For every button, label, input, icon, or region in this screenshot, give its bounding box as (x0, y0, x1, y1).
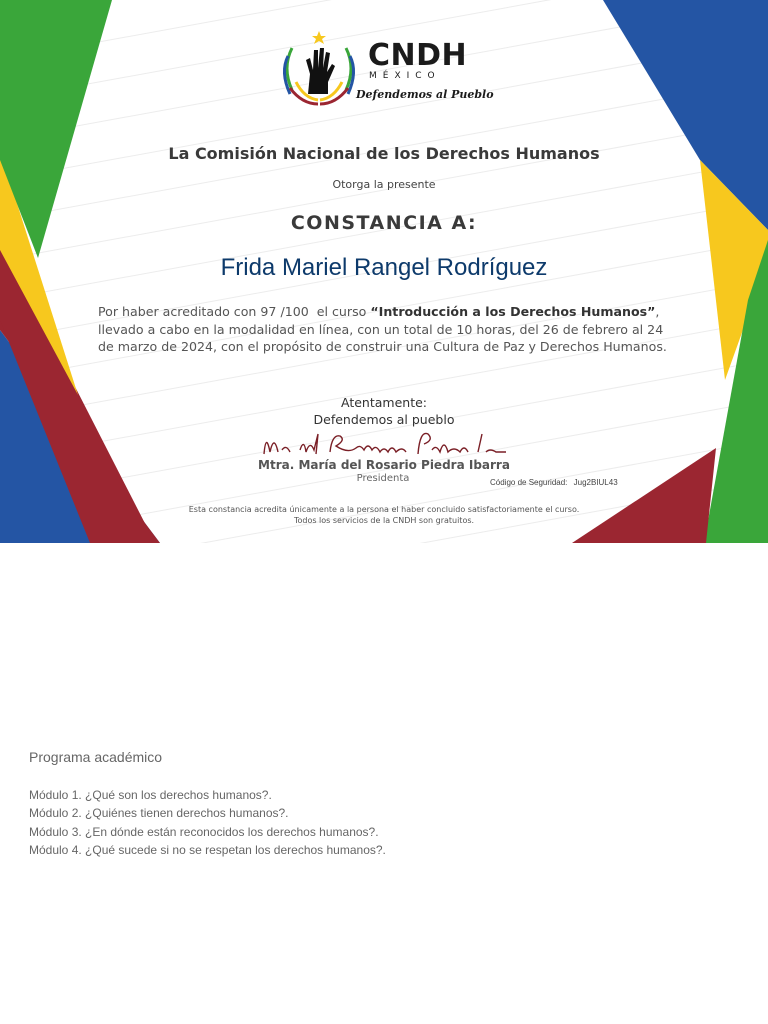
security-code: Jug2BIUL43 (573, 478, 618, 487)
course-score: 97 /100 (260, 304, 309, 319)
closing-text: Atentamente: (341, 395, 427, 410)
logo-country: MÉXICO (369, 71, 441, 81)
course-prefix: el curso (316, 304, 367, 319)
footnote-validity: Esta constancia acredita únicamente a la persona el haber concluido satisfactoriamente el curso. (188, 505, 580, 514)
program-title: Programa académico (29, 749, 163, 765)
signer-name: Mtra. María del Rosario Piedra Ibarra (258, 458, 510, 472)
logo-motto: Defendemos al Pueblo (356, 88, 494, 101)
body-intro: Por haber acreditado con (98, 304, 257, 319)
footnote-free-services: Todos los servicios de la CNDH son gratuitos. (293, 516, 475, 525)
course-details: , llevado a cabo en la modalidad en línea, con un total de 10 horas, del 26 de febrero al 24 de marzo de 2024, con el propósito de construir una Cultura de Paz y Derechos Humanos. (98, 304, 667, 354)
hand-emblem-icon (278, 28, 368, 106)
right-blue-shape (603, 0, 768, 230)
list-item: Módulo 2. ¿Quiénes tienen derechos humanos?. (29, 806, 289, 821)
list-item: Módulo 4. ¿Qué sucede si no se respetan los derechos humanos?. (29, 842, 386, 857)
security-label: Código de Seguridad: (490, 478, 568, 487)
institution-name: La Comisión Nacional de los Derechos Humanos (168, 144, 600, 163)
certificate-body (98, 303, 682, 356)
certificate-heading: CONSTANCIA A: (290, 212, 478, 234)
recipient-name: Frida Mariel Rangel Rodríguez (220, 254, 548, 281)
list-item: Módulo 3. ¿En dónde están reconocidos los derechos humanos?. (29, 824, 379, 839)
module-list (29, 786, 386, 859)
security-code-block (486, 478, 618, 487)
closing-motto: Defendemos al pueblo (313, 412, 455, 427)
grants-text: Otorga la presente (332, 178, 436, 191)
course-name: “Introducción a los Derechos Humanos” (370, 304, 656, 319)
logo-acronym: CNDH (368, 38, 468, 73)
signer-position: Presidenta (356, 473, 410, 484)
list-item: Módulo 1. ¿Qué son los derechos humanos?. (29, 788, 272, 802)
